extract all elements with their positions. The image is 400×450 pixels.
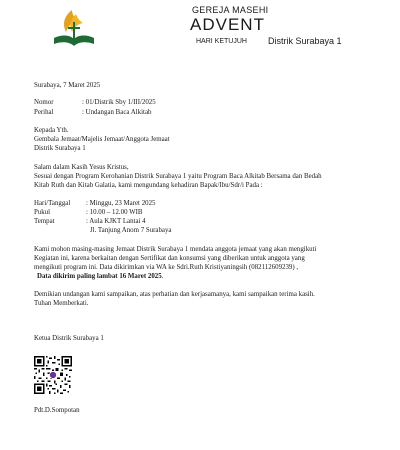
paragraph-1-line-2: Kitab Ruth dan Kitab Galatia, kami mengundang kehadiran Bapak/Ibu/Sdr/i Pada : <box>34 182 263 189</box>
tempat-label: Tempat <box>34 218 55 225</box>
letter-date: Surabaya, 7 Maret 2025 <box>34 82 101 89</box>
tempat-value-1: : Aula KJKT Lantai 4 <box>86 218 146 225</box>
church-logo-icon <box>50 8 98 52</box>
hari-value: : Minggu, 23 Maret 2025 <box>86 200 156 207</box>
signatory-name: Pdt.D.Sompotan <box>34 407 80 414</box>
paragraph-3-line-2: Tuhan Memberkati. <box>34 300 89 307</box>
district-name: Distrik Surabaya 1 <box>268 36 342 46</box>
church-name-line: GEREJA MASEHI <box>192 5 269 15</box>
nomor-label: Nomor <box>34 99 54 106</box>
pukul-label: Pukul <box>34 209 51 216</box>
church-name-sabbath: HARI KETUJUH <box>196 38 247 45</box>
perihal-value: : Undangan Baca Alkitab <box>82 109 152 116</box>
recipient-line-1: Kepada Yth. <box>34 127 69 134</box>
qr-code-icon <box>34 356 72 394</box>
pukul-value: : 10.00 – 12.00 WIB <box>86 209 143 216</box>
paragraph-2-line-3: mengikuti program ini. Data dikirimkan via WA ke Sdri.Ruth Kristiyaningsih (082112609239) , <box>34 264 299 271</box>
recipient-line-2: Gembala Jemaat/Majelis Jemaat/Anggota Jemaat <box>34 136 170 143</box>
nomor-value: : 01/Distrik Sby 1/III/2025 <box>82 99 156 106</box>
paragraph-1-line-1: Sesuai dengan Program Kerohanian Distrik Surabaya 1 yaitu Program Baca Alkitab Bersama dan Bedah <box>34 173 322 180</box>
hari-label: Hari/Tanggal <box>34 200 71 207</box>
paragraph-2-line-4 <box>37 272 163 281</box>
perihal-label: Perihal <box>34 109 54 116</box>
tempat-value-2: Jl. Tanjung Anom 7 Surabaya <box>90 227 172 234</box>
closing-title: Ketua Distrik Surabaya 1 <box>34 335 104 342</box>
recipient-line-3: Distrik Surabaya 1 <box>34 145 86 152</box>
deadline-period: . <box>161 273 164 280</box>
greeting: Salam dalam Kasih Yesus Kristus, <box>34 164 129 171</box>
paragraph-2-line-1: Kami mohon masing-masing Jemaat Distrik Surabaya 1 mendata anggota jemaat yang akan mengikuti <box>34 246 317 253</box>
paragraph-2-line-2: Kegiatan ini, karena berkaitan dengan Sertifikat dan konsumsi yang diberikan untuk anggota yang <box>34 255 305 262</box>
paragraph-3-line-1: Demikian undangan kami sampaikan, atas perhatian dan kerjasamanya, kami sampaikan terima kasih. <box>34 291 315 298</box>
deadline-text: Data dikirim paling lambat 16 Maret 2025 <box>37 273 162 280</box>
church-name-advent: ADVENT <box>190 15 265 34</box>
